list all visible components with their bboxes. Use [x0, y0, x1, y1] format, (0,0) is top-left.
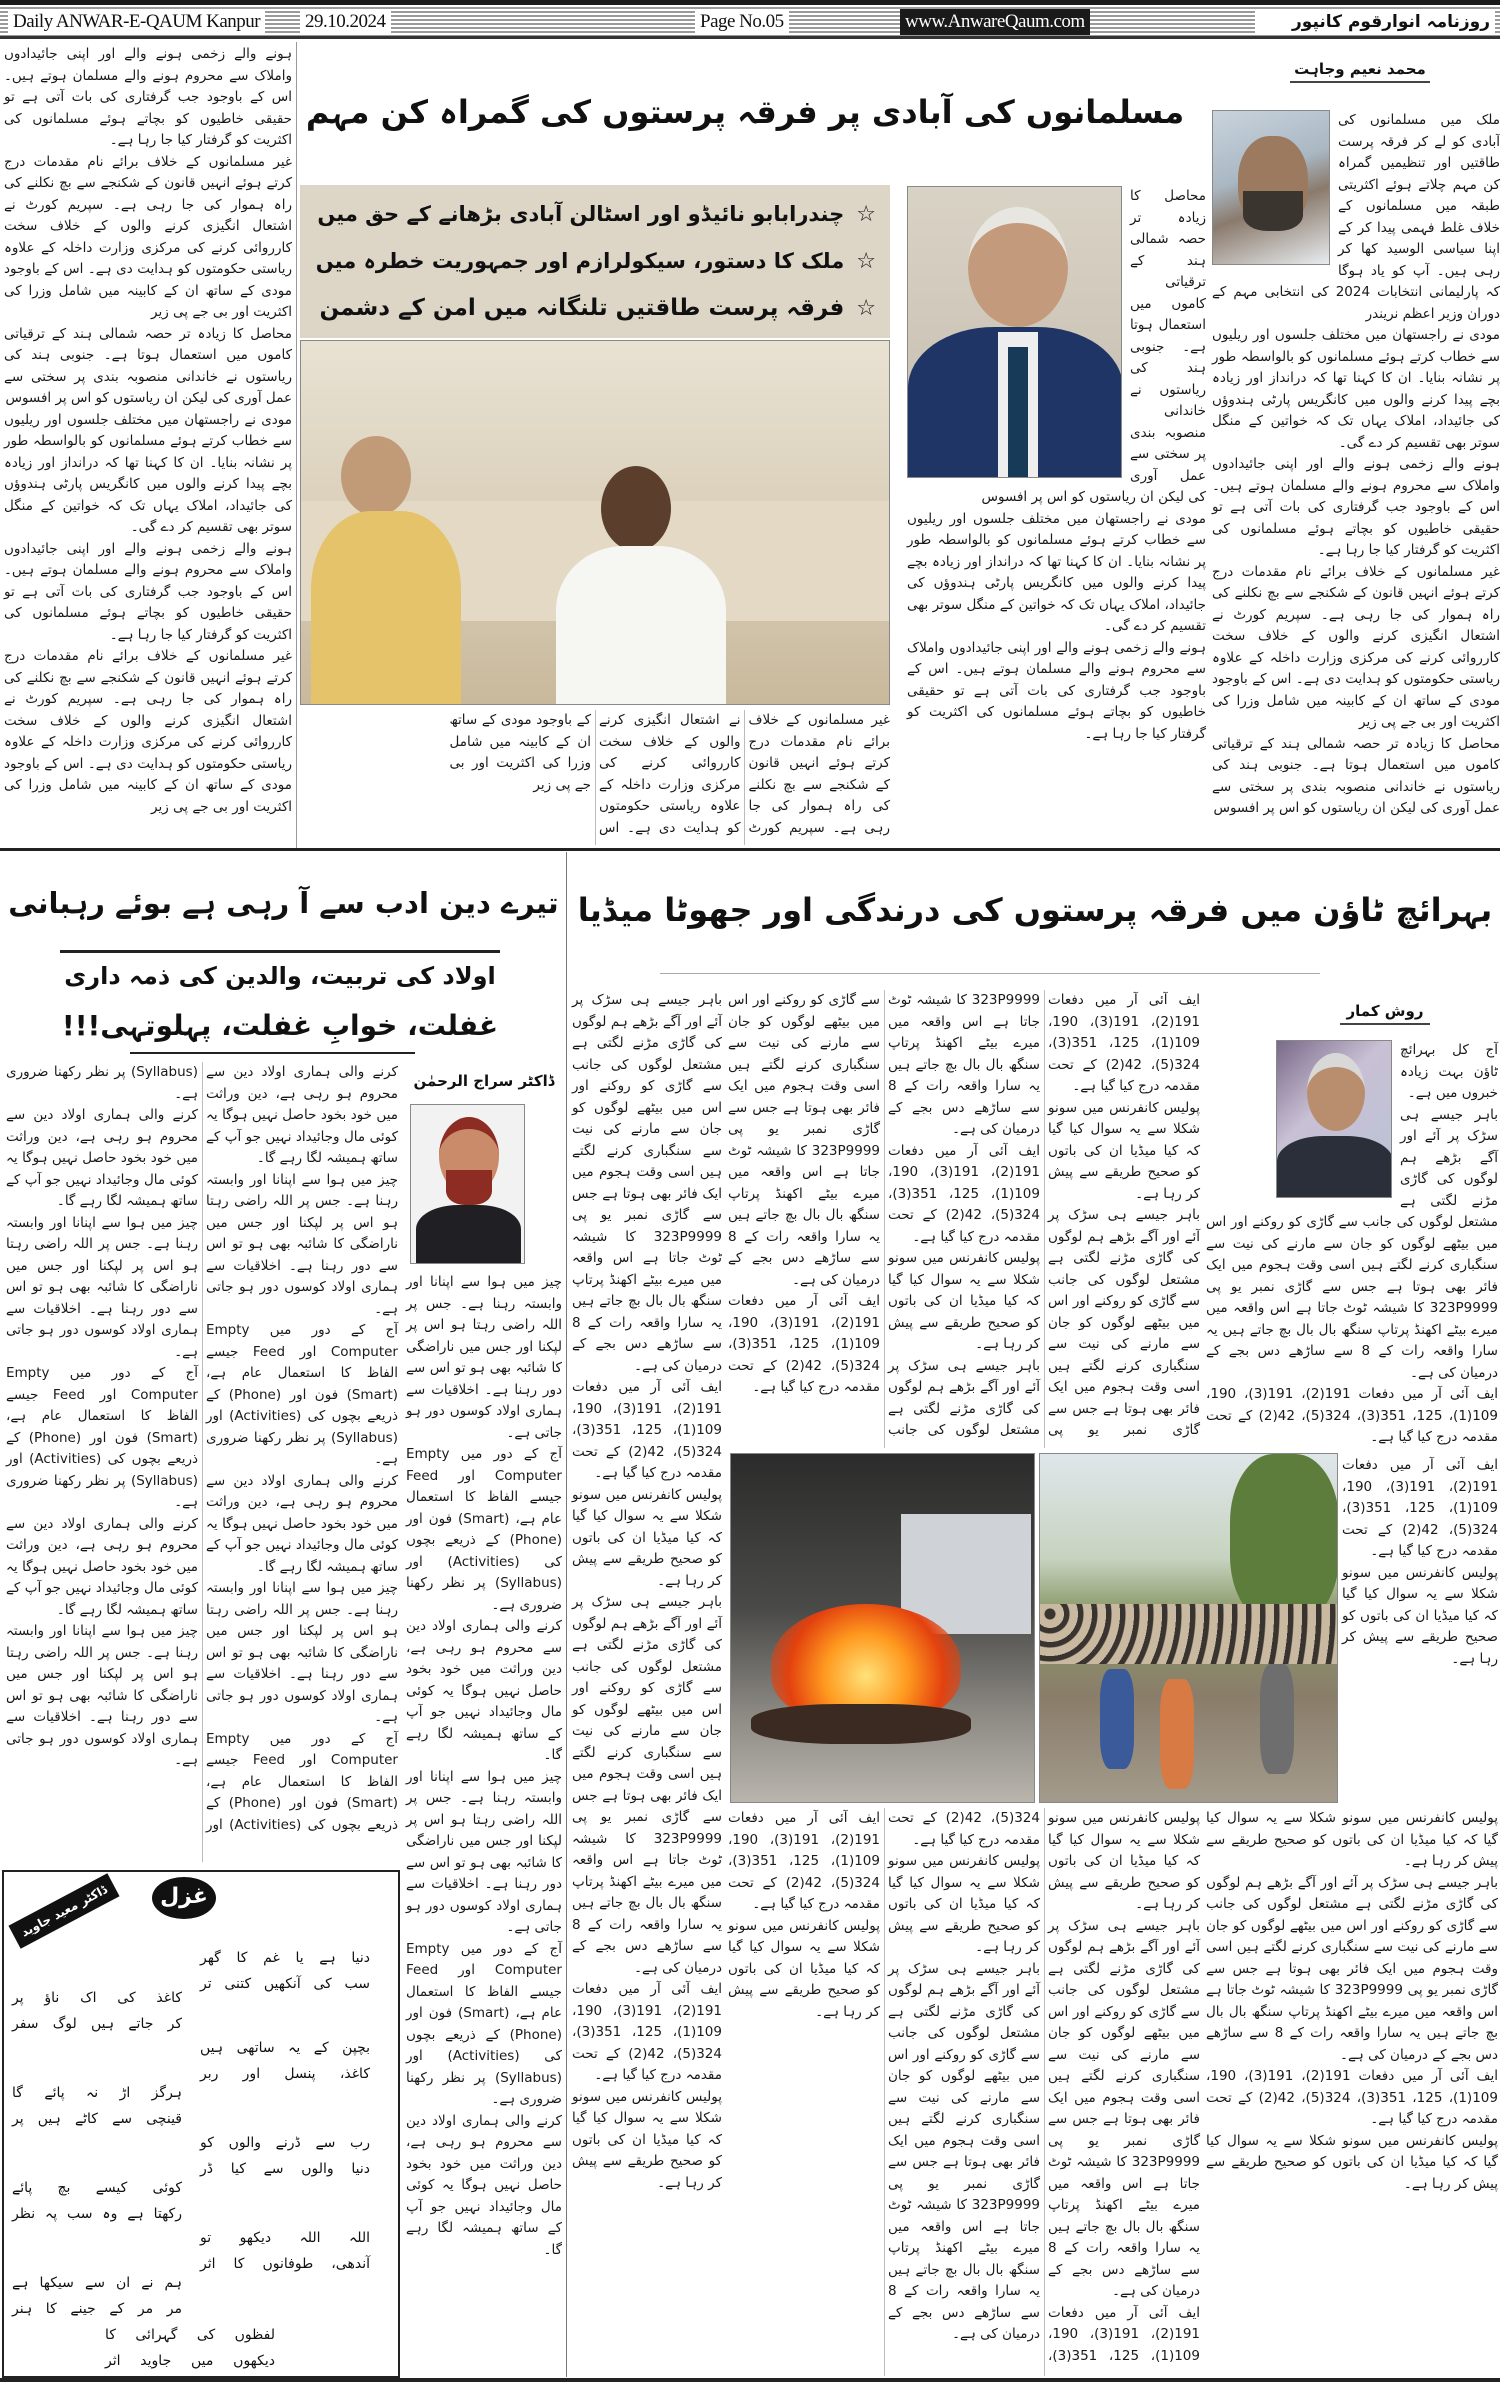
highlight-item: ☆ملک کا دستور، سیکولرازم اور جمہوریت خطرہ میں [315, 249, 876, 274]
website-link[interactable]: www.AnwareQaum.com [900, 9, 1090, 35]
paragraph: ایف آئی آر میں دفعات 191(2)، 191(3)، 190، 109(1)، 125، 351(3)، 324(5)، 42(2) کے تحت مقدمہ درج کیا گیا ہے۔ [888, 1810, 1201, 2364]
paragraph: ہونے والے زخمی ہونے والے اور اپنی جائیدادوں واملاک سے محروم ہونے والے مسلمان ہوتے ہیں۔ اس کے باوجود جب گرفتاری کی بات آتی ہے تو حقیقی خاطیوں کو بچاتے ہوئے مسلمانوں کی اکثریت کو گرفتار کیا جا رہا ہے۔ [4, 540, 292, 643]
text-column [572, 990, 722, 2376]
paragraph: آج کے دور میں Empty Computer اور Feed جیسے الفاظ کا استعمال عام ہے، (Smart) فون اور (Phone) کے ذریعے بچوں کی (Activities) اور (Syllabus) پر نظر رکھنا ضروری ہے۔ [6, 1365, 198, 1510]
text-column [406, 1272, 562, 2372]
star-icon: ☆ [856, 202, 876, 227]
bahraich-author: روش کمار [1340, 1002, 1430, 1025]
paragraph: باہر جیسے ہی سڑک پر آئے اور آگے بڑھے ہم لوگوں کی گاڑی مڑنے لگتی ہے مشتعل لوگوں کی جانب سے گاڑی کو روکنے اور اس میں بیٹھے لوگوں کو جان سے مارنے کی نیت سے سنگباری کرنے لگتے ہیں اسی وقت ہجوم میں ایک فائر بھی ہوتا ہے جس سے گاڑی نمبر یو پی 323P9999 کا شیشہ ٹوٹ جاتا ہے اس واقعہ میں میرے بیٹے اکھنڈ پرتاپ سنگھ بال بال بچ جاتے ہیں یہ سارا واقعہ رات کے 8 سے ساڑھے دس بجے کے درمیان کی ہے۔ [1206, 1106, 1498, 1381]
paragraph: پولیس کانفرنس میں سونو شکلا سے یہ سوال کیا گیا کہ کیا میڈیا ان کی باتوں کو صحیح طریقے سے پیش کر رہا ہے۔ [1206, 2132, 1498, 2192]
paragraph: آج کے دور میں Empty Computer اور Feed جیسے الفاظ کا استعمال عام ہے، (Smart) فون اور (Phone) کے ذریعے بچوں کی (Activities) اور (Syllabus) پر نظر رکھنا ضروری ہے۔ [406, 1446, 562, 1613]
ghazal-line: مر مر کے جینے کا ہنر [12, 2301, 182, 2317]
paragraph: چیز میں ہوا سے اپنانا اور وابستہ رہنا ہے۔ جس پر اللہ راضی رہتا ہو اس پر لپکنا اور جس میں ناراضگی کا شائبہ بھی ہو تو اس سے دور رہنا ہے۔ اخلاقیات سے ہماری اولاد کوسوں دور ہو جاتی ہے۔ [406, 1768, 562, 1935]
paragraph: چیز میں ہوا سے اپنانا اور وابستہ رہنا ہے۔ جس پر اللہ راضی رہتا ہو اس پر لپکنا اور جس میں ناراضگی کا شائبہ بھی ہو تو اس سے دور رہنا ہے۔ اخلاقیات سے ہماری اولاد کوسوں دور ہو جاتی ہے۔ [6, 1623, 198, 1768]
ghazal-line: رکھتا ہے وہ سب پہ نظر [12, 2206, 182, 2222]
paragraph: باہر جیسے ہی سڑک پر آئے اور آگے بڑھے ہم لوگوں کی گاڑی مڑنے لگتی ہے مشتعل لوگوں کی جانب سے گاڑی کو روکنے اور اس میں بیٹھے لوگوں کو جان سے مارنے کی نیت سے سنگباری کرنے لگتے ہیں اسی وقت ہجوم میں ایک فائر بھی ہوتا ہے جس سے گاڑی نمبر یو پی 323P9999 کا شیشہ ٹوٹ جاتا ہے اس واقعہ میں میرے بیٹے اکھنڈ پرتاپ سنگھ بال بال بچ جاتے ہیں یہ سارا واقعہ رات کے 8 سے ساڑھے دس بجے کے درمیان کی ہے۔ [1048, 1917, 1200, 2299]
politicians-photo [300, 340, 890, 705]
parenting-author: ڈاکٹر سراج الرحمٰن [413, 1072, 555, 1090]
parenting-headline: تیرے دین ادب سے آ رہی ہے بوئے رہبانی [8, 886, 559, 920]
ghazal-line: ہرگز اڑ نہ پائے گا [12, 2085, 182, 2101]
column-divider [296, 42, 297, 848]
paragraph: کرنے والی ہماری اولاد دین سے محروم ہو رہی ہے، دین وراثت میں خود بخود حاصل نہیں ہوگا یہ کوئی مال وجائیداد نہیں جو آپ کے ساتھ ہمیشہ لگا رہے گا۔ [206, 1472, 398, 1575]
paragraph: غیر مسلمانوں کے خلاف برائے نام مقدمات درج کرتے ہوئے انہیں قانون کے شکنجے سے بچ نکلنے کی راہ ہموار کی جا رہی ہے۔ سپریم کورٹ نے اشتعال انگیزی کرنے والوں کے خلاف سخت کارروائی کرنے کی مرکزی وزارت داخلہ کے علاوہ ریاستی حکومتوں کو ہدایت دی ہے۔ اس کے باوجود مودی کے ساتھ ان کے کابینہ میں شامل وزرا کی اکثریت اور بی جے پی زیر [4, 648, 292, 815]
paragraph: باہر جیسے ہی سڑک پر آئے اور آگے بڑھے ہم لوگوں کی گاڑی مڑنے لگتی ہے مشتعل لوگوں کی جانب سے گاڑی کو روکنے اور اس میں بیٹھے لوگوں کو جان سے مارنے کی نیت سے سنگباری کرنے لگتے ہیں اسی وقت ہجوم میں ایک فائر بھی ہوتا ہے جس سے گاڑی نمبر یو پی 323P9999 کا شیشہ ٹوٹ جاتا ہے اس واقعہ میں میرے بیٹے اکھنڈ پرتاپ سنگھ بال بال بچ جاتے ہیں یہ سارا واقعہ رات کے 8 سے ساڑھے دس بجے کے درمیان کی ہے۔ [888, 1960, 1040, 2342]
paragraph: غیر مسلمانوں کے خلاف برائے نام مقدمات درج کرتے ہوئے انہیں قانون کے شکنجے سے بچ نکلنے کی راہ ہموار کی جا رہی ہے۔ سپریم کورٹ نے اشتعال انگیزی کرنے والوں کے خلاف سخت کارروائی کرنے کی مرکزی وزارت داخلہ کے علاوہ ریاستی حکومتوں کو ہدایت دی ہے۔ اس کے باوجود مودی کے ساتھ ان کے کابینہ میں شامل وزرا کی اکثریت اور بی جے پی زیر [4, 153, 292, 320]
paragraph: ایف آئی آر میں دفعات 191(2)، 191(3)، 190، 109(1)، 125، 351(3)، 324(5)، 42(2) کے تحت مقدمہ درج کیا گیا ہے۔ [728, 1293, 881, 1395]
ghazal-line: کوئی کیسے بچ پائے [12, 2180, 182, 2196]
paragraph: کرنے والی ہماری اولاد دین سے محروم ہو رہی ہے، دین وراثت میں خود بخود حاصل نہیں ہوگا یہ کوئی مال وجائیداد نہیں جو آپ کے ساتھ ہمیشہ لگا رہے گا۔ [6, 1107, 198, 1209]
paragraph: باہر جیسے ہی سڑک پر آئے اور آگے بڑھے ہم لوگوں کی گاڑی مڑنے لگتی ہے مشتعل لوگوں کی جانب سے گاڑی کو روکنے اور اس میں بیٹھے لوگوں کو جان سے مارنے کی نیت سے سنگباری کرنے لگتے ہیں اسی وقت ہجوم میں ایک فائر بھی ہوتا ہے جس سے گاڑی نمبر یو پی 323P9999 کا شیشہ ٹوٹ جاتا ہے اس واقعہ میں میرے بیٹے اکھنڈ پرتاپ سنگھ بال بال بچ جاتے ہیں یہ سارا واقعہ رات کے 8 سے ساڑھے دس بجے کے درمیان کی ہے۔ [572, 1594, 722, 1976]
parenting-subheadline: اولاد کی تربیت، والدین کی ذمہ داری [64, 962, 496, 990]
paragraph: محاصل کا زیادہ تر حصہ شمالی ہند کے ترقیاتی کاموں میں استعمال ہوتا ہے۔ جنوبی ہند کی ریاستوں نے خاندانی منصوبہ بندی پر سختی سے عمل آوری کی لیکن ان ریاستوں کو اس پر افسوس [4, 325, 292, 406]
text-column [1342, 1455, 1498, 1803]
paragraph: پولیس کانفرنس میں سونو شکلا سے یہ سوال کیا گیا کہ کیا میڈیا ان کی باتوں کو صحیح طریقے سے پیش کر رہا ہے۔ [728, 1917, 880, 2020]
paragraph: آج کے دور میں Empty Computer اور Feed جیسے الفاظ کا استعمال عام ہے، (Smart) فون اور (Phone) کے ذریعے بچوں کی (Activities) اور (Syllabus) پر نظر رکھنا ضروری ہے۔ [406, 1940, 562, 2107]
text-columns [6, 1062, 398, 1862]
paragraph: محاصل کا زیادہ تر حصہ شمالی ہند کے ترقیاتی کاموں میں استعمال ہوتا ہے۔ جنوبی ہند کی ریاستوں نے خاندانی منصوبہ بندی پر سختی سے عمل آوری کی لیکن ان ریاستوں کو اس پر افسوس [1212, 735, 1500, 816]
ghazal-line: رب سے ڈرنے والوں کو [200, 2135, 370, 2151]
ghazal-line: کاغذ، پنسل اور ربر [200, 2066, 370, 2082]
ghazal-line: دیکھوں میں جاوید اثر [105, 2353, 275, 2369]
paragraph: پولیس کانفرنس میں سونو شکلا سے یہ سوال کیا گیا کہ کیا میڈیا ان کی باتوں کو صحیح طریقے سے پیش کر رہا ہے۔ [572, 2088, 722, 2191]
highlights-box [300, 185, 890, 338]
star-icon: ☆ [856, 249, 876, 274]
headline-rule [660, 973, 1320, 974]
ghazal-line: قینچی سے کاٹے ہیں پر [12, 2111, 182, 2127]
paragraph: مودی نے راجستھان میں مختلف جلسوں اور ریلیوں سے خطاب کرتے ہوئے مسلمانوں کو بالواسطہ طور پر نشانہ بنایا۔ ان کا کہنا تھا کہ درانداز اور زیادہ بچے پیدا کرنے والوں میں کانگریس پارٹی ہندوؤں کی جائیداد، املاک یہاں تک کہ خواتین کے منگل سوتر بھی تقسیم کر دے گی۔ [907, 510, 1206, 634]
masthead-logo-urdu: روزنامہ انوارقوم کانپور [1255, 9, 1495, 35]
paragraph: ایف آئی آر میں دفعات 191(2)، 191(3)، 190، 109(1)، 125، 351(3)، 324(5)، 42(2) کے تحت مقدمہ درج کیا گیا ہے۔ [1342, 1457, 1499, 1559]
bahraich-author-photo [1276, 1040, 1392, 1198]
paragraph: پولیس کانفرنس میں سونو شکلا سے یہ سوال کیا گیا کہ کیا میڈیا ان کی باتوں کو صحیح طریقے سے پیش کر رہا ہے۔ [572, 1486, 722, 1589]
parenting-author-photo [410, 1104, 525, 1264]
headline-rule [60, 950, 500, 953]
paragraph: چیز میں ہوا سے اپنانا اور وابستہ رہنا ہے۔ جس پر اللہ راضی رہتا ہو اس پر لپکنا اور جس میں ناراضگی کا شائبہ بھی ہو تو اس سے دور رہنا ہے۔ اخلاقیات سے ہماری اولاد کوسوں دور ہو جاتی ہے۔ [406, 1274, 562, 1441]
paragraph: مودی نے راجستھان میں مختلف جلسوں اور ریلیوں سے خطاب کرتے ہوئے مسلمانوں کو بالواسطہ طور پر نشانہ بنایا۔ ان کا کہنا تھا کہ درانداز اور زیادہ بچے پیدا کرنے والوں میں کانگریس پارٹی ہندوؤں کی جائیداد، املاک یہاں تک کہ خواتین کے منگل سوتر بھی تقسیم کر دے گی۔ [4, 411, 292, 535]
paragraph: باہر جیسے ہی سڑک پر آئے اور آگے بڑھے ہم لوگوں کی گاڑی مڑنے لگتی ہے مشتعل لوگوں کی جانب سے گاڑی کو روکنے اور اس میں بیٹھے لوگوں کو جان سے مارنے کی نیت سے سنگباری کرنے لگتے ہیں اسی وقت ہجوم میں ایک فائر بھی ہوتا ہے جس سے گاڑی نمبر یو پی 323P9999 کا شیشہ ٹوٹ جاتا ہے اس واقعہ میں میرے بیٹے اکھنڈ پرتاپ سنگھ بال بال بچ جاتے ہیں یہ سارا واقعہ رات کے 8 سے ساڑھے دس بجے کے درمیان کی ہے۔ [1206, 1874, 1498, 2063]
masthead [0, 5, 1500, 39]
paragraph: ہونے والے زخمی ہونے والے اور اپنی جائیدادوں واملاک سے محروم ہونے والے مسلمان ہوتے ہیں۔ اس کے باوجود جب گرفتاری کی بات آتی ہے تو حقیقی خاطیوں کو بچاتے ہوئے مسلمانوں کی اکثریت کو گرفتار کیا جا رہا ہے۔ [1212, 456, 1500, 558]
paragraph: پولیس کانفرنس میں سونو شکلا سے یہ سوال کیا گیا کہ کیا میڈیا ان کی باتوں کو صحیح طریقے سے پیش کر رہا ہے۔ [888, 1853, 1040, 1955]
paragraph: ایف آئی آر میں دفعات 191(2)، 191(3)، 190، 109(1)، 125، 351(3)، 324(5)، 42(2) کے تحت مقدمہ درج کیا گیا ہے۔ [1206, 2068, 1499, 2127]
paragraph: غیر مسلمانوں کے خلاف برائے نام مقدمات درج کرتے ہوئے انہیں قانون کے شکنجے سے بچ نکلنے کی راہ ہموار کی جا رہی ہے۔ سپریم کورٹ نے اشتعال انگیزی کرنے والوں کے خلاف سخت کارروائی کرنے کی مرکزی وزارت داخلہ کے علاوہ ریاستی حکومتوں کو ہدایت دی ہے۔ اس کے باوجود مودی کے ساتھ ان کے کابینہ میں شامل وزرا کی اکثریت اور بی جے پی زیر [1212, 563, 1500, 730]
ghazal-line: بچپن کے یہ ساتھی ہیں [200, 2040, 370, 2056]
paragraph: پولیس کانفرنس میں سونو شکلا سے یہ سوال کیا گیا کہ کیا میڈیا ان کی باتوں کو صحیح طریقے سے پیش کر رہا ہے۔ [1342, 1564, 1498, 1667]
ghazal-line: دنیا والوں سے کیا ڈر [200, 2161, 370, 2177]
section-divider [0, 848, 1500, 851]
ghazal-line: اللہ اللہ دیکھو تو [200, 2230, 370, 2246]
ghazal-line: سب کی آنکھیں کتنی تر [200, 1976, 370, 1992]
author-photo [1212, 110, 1330, 265]
middle-column [907, 186, 1206, 845]
paragraph: کرنے والی ہماری اولاد دین سے محروم ہو رہی ہے، دین وراثت میں خود بخود حاصل نہیں ہوگا یہ کوئی مال وجائیداد نہیں جو آپ کے ساتھ ہمیشہ لگا رہے گا۔ [406, 1618, 562, 1763]
ghazal-poet: ڈاکٹر معید جاوید [8, 1873, 119, 1949]
paragraph: ہونے والے زخمی ہونے والے اور اپنی جائیدادوں واملاک سے محروم ہونے والے مسلمان ہوتے ہیں۔ اس کے باوجود جب گرفتاری کی بات آتی ہے تو حقیقی خاطیوں کو بچاتے ہوئے مسلمانوں کی اکثریت کو گرفتار کیا جا رہا ہے۔ [4, 46, 292, 148]
paragraph: ہونے والے زخمی ہونے والے اور اپنی جائیدادوں واملاک سے محروم ہونے والے مسلمان ہوتے ہیں۔ اس کے باوجود جب گرفتاری کی بات آتی ہے تو حقیقی خاطیوں کو بچاتے ہوئے مسلمانوں کی اکثریت کو گرفتار کیا جا رہا ہے۔ [907, 639, 1206, 742]
ghazal-line: آندھی، طوفانوں کا اثر [200, 2256, 370, 2272]
parenting-tagline: غفلت، خوابِ غفلت، پہلوتہی!!! [61, 1009, 499, 1042]
fire-photo [730, 1453, 1035, 1803]
paragraph: باہر جیسے ہی سڑک پر آئے اور آگے بڑھے ہم لوگوں کی گاڑی مڑنے لگتی ہے مشتعل لوگوں کی جانب سے گاڑی کو روکنے اور اس میں بیٹھے لوگوں کو جان سے مارنے کی نیت سے سنگباری کرنے لگتے ہیں اسی وقت ہجوم میں ایک فائر بھی ہوتا ہے جس سے گاڑی نمبر یو پی 323P9999 کا شیشہ ٹوٹ جاتا ہے اس واقعہ میں میرے بیٹے اکھنڈ پرتاپ سنگھ بال بال بچ جاتے ہیں یہ سارا واقعہ رات کے 8 سے ساڑھے دس بجے کے درمیان کی ہے۔ [572, 992, 722, 1374]
paragraph: پولیس کانفرنس میں سونو شکلا سے یہ سوال کیا گیا کہ کیا میڈیا ان کی باتوں کو صحیح طریقے سے پیش کر رہا ہے۔ [1206, 1810, 1498, 1869]
paragraph: آج کے دور میں Empty Computer اور Feed جیسے الفاظ کا استعمال عام ہے، (Smart) فون اور (Phone) کے ذریعے بچوں کی (Activities) اور (Syllabus) پر نظر رکھنا ضروری ہے۔ [6, 1064, 398, 1833]
highlight-item: ☆چندرابابو نائیڈو اور اسٹالن آبادی بڑھانے کے حق میں [317, 202, 876, 227]
paragraph: محاصل کا زیادہ تر حصہ شمالی ہند کے ترقیاتی کاموں میں استعمال ہوتا ہے۔ جنوبی ہند کی ریاستوں نے خاندانی منصوبہ بندی پر سختی سے عمل آوری کی لیکن ان ریاستوں کو اس پر افسوس [981, 188, 1206, 505]
top-article-intro: ملک میں مسلمانوں کی آبادی کو لے کر فرقہ پرست طاقتیں اور تنظیمیں گمراہ کن مہم چلاتے ہوئے اکثریتی طبقہ میں مسلمانوں کے خلاف غلط فہمی پیدا کر کے اپنا سیاسی الوسید کھا کر رہی ہیں۔ آپ کو یاد ہوگا کہ پارلیمانی انتخابات 2024 کی انتخابی مہم کے دوران وزیر اعظم نریندر [1212, 112, 1500, 322]
bahraich-headline: بہرائچ ٹاؤن میں فرقہ پرستوں کی درندگی اور جھوٹا میڈیا [577, 891, 1493, 929]
official-photo [907, 186, 1122, 478]
paragraph: آج کے دور میں Empty Computer اور Feed جیسے الفاظ کا استعمال عام ہے، (Smart) فون اور (Phone) کے ذریعے بچوں کی (Activities) اور (Syllabus) پر نظر رکھنا ضروری ہے۔ [206, 1322, 398, 1467]
paragraph: کرنے والی ہماری اولاد دین سے محروم ہو رہی ہے، دین وراثت میں خود بخود حاصل نہیں ہوگا یہ کوئی مال وجائیداد نہیں جو آپ کے ساتھ ہمیشہ لگا رہے گا۔ [206, 1064, 398, 1166]
paragraph: پولیس کانفرنس میں سونو شکلا سے یہ سوال کیا گیا کہ کیا میڈیا ان کی باتوں کو صحیح طریقے سے پیش کر رہا ہے۔ [888, 1250, 1040, 1352]
paragraph: چیز میں ہوا سے اپنانا اور وابستہ رہنا ہے۔ جس پر اللہ راضی رہتا ہو اس پر لپکنا اور جس میں ناراضگی کا شائبہ بھی ہو تو اس سے دور رہنا ہے۔ اخلاقیات سے ہماری اولاد کوسوں دور ہو جاتی ہے۔ [6, 1214, 198, 1360]
paragraph: کرنے والی ہماری اولاد دین سے محروم ہو رہی ہے، دین وراثت میں خود بخود حاصل نہیں ہوگا یہ کوئی مال وجائیداد نہیں جو آپ کے ساتھ ہمیشہ لگا رہے گا۔ [6, 1515, 198, 1618]
column-divider [566, 852, 567, 2377]
author-byline: محمد نعیم وجاہت [1290, 60, 1430, 83]
paragraph: پولیس کانفرنس میں سونو شکلا سے یہ سوال کیا گیا کہ کیا میڈیا ان کی باتوں کو صحیح طریقے سے پیش کر رہا ہے۔ [1048, 1810, 1200, 1912]
main-headline: مسلمانوں کی آبادی پر فرقہ پرستوں کی گمراہ کن مہم [305, 93, 1185, 131]
ghazal-line: لفظوں کی گہرائی کا [105, 2327, 275, 2343]
paragraph: ایف آئی آر میں دفعات 191(2)، 191(3)، 190، 109(1)، 125، 351(3)، 324(5)، 42(2) کے تحت مقدمہ درج کیا گیا ہے۔ [572, 1981, 723, 2083]
ghazal-line: کاغذ کی اک ناؤ پر [12, 1990, 182, 2006]
ghazal-line: کر جاتے ہیں لوگ سفر [12, 2016, 182, 2032]
tagline-rule [130, 1052, 415, 1054]
paragraph: پولیس کانفرنس میں سونو شکلا سے یہ سوال کیا گیا کہ کیا میڈیا ان کی باتوں کو صحیح طریقے سے پیش کر رہا ہے۔ [1048, 1099, 1200, 1202]
paragraph: چیز میں ہوا سے اپنانا اور وابستہ رہنا ہے۔ جس پر اللہ راضی رہتا ہو اس پر لپکنا اور جس میں ناراضگی کا شائبہ بھی ہو تو اس سے دور رہنا ہے۔ اخلاقیات سے ہماری اولاد کوسوں دور ہو جاتی ہے۔ [206, 1580, 398, 1725]
paper-name-en: Daily ANWAR-E-QAUM Kanpur [8, 9, 265, 35]
paragraph: ایف آئی آر میں دفعات 191(2)، 191(3)، 190، 109(1)، 125، 351(3)، 324(5)، 42(2) کے تحت مقدمہ درج کیا گیا ہے۔ [888, 1142, 1041, 1245]
crowd-photo [1039, 1453, 1338, 1803]
page-number: Page No.05 [695, 9, 789, 35]
bottom-border [0, 2378, 1500, 2382]
text-column [1206, 1040, 1498, 1450]
ghazal-title-badge: غزل [152, 1877, 216, 1919]
paragraph: ایف آئی آر میں دفعات 191(2)، 191(3)، 190، 109(1)، 125، 351(3)، 324(5)، 42(2) کے تحت مقدمہ درج کیا گیا ہے۔ [1206, 1386, 1499, 1445]
paragraph: ایف آئی آر میں دفعات 191(2)، 191(3)، 190، 109(1)، 125، 351(3)، 324(5)، 42(2) کے تحت مقدمہ درج کیا گیا ہے۔ [728, 1810, 881, 1912]
paragraph: باہر جیسے ہی سڑک پر آئے اور آگے بڑھے ہم لوگوں کی گاڑی مڑنے لگتی ہے مشتعل لوگوں کی جانب سے گاڑی کو روکنے اور اس میں بیٹھے لوگوں کو جان سے مارنے کی نیت سے سنگباری کرنے لگتے ہیں اسی وقت ہجوم میں ایک فائر بھی ہوتا ہے جس سے گاڑی نمبر یو پی 323P9999 کا شیشہ ٹوٹ جاتا ہے اس واقعہ میں میرے بیٹے اکھنڈ پرتاپ سنگھ بال بال بچ جاتے ہیں یہ سارا واقعہ رات کے 8 سے ساڑھے دس بجے کے درمیان کی ہے۔ [888, 992, 1200, 1438]
ghazal-line: دنیا ہے یا غم کا گھر [200, 1950, 370, 1966]
paragraph: چیز میں ہوا سے اپنانا اور وابستہ رہنا ہے۔ جس پر اللہ راضی رہتا ہو اس پر لپکنا اور جس میں ناراضگی کا شائبہ بھی ہو تو اس سے دور رہنا ہے۔ اخلاقیات سے ہماری اولاد کوسوں دور ہو جاتی ہے۔ [206, 1171, 398, 1317]
highlight-item: ☆فرقہ پرست طاقتیں تلنگانہ میں امن کے دشمن [319, 295, 876, 321]
paragraph: باہر جیسے ہی سڑک پر آئے اور آگے بڑھے ہم لوگوں کی گاڑی مڑنے لگتی ہے مشتعل لوگوں کی جانب سے گاڑی کو روکنے اور اس میں بیٹھے لوگوں کو جان سے مارنے کی نیت سے سنگباری کرنے لگتے ہیں اسی وقت ہجوم میں ایک فائر بھی ہوتا ہے جس سے گاڑی نمبر یو پی 323P9999 کا شیشہ ٹوٹ جاتا ہے اس واقعہ میں میرے بیٹے اکھنڈ پرتاپ سنگھ بال بال بچ جاتے ہیں یہ سارا واقعہ رات کے 8 سے ساڑھے دس بجے کے درمیان کی ہے۔ [728, 992, 1040, 1438]
paragraph: ایف آئی آر میں دفعات 191(2)، 191(3)، 190، 109(1)، 125، 351(3)، 324(5)، 42(2) کے تحت مقدمہ درج کیا گیا ہے۔ [572, 1379, 723, 1481]
paragraph: کرنے والی ہماری اولاد دین سے محروم ہو رہی ہے، دین وراثت میں خود بخود حاصل نہیں ہوگا یہ کوئی مال وجائیداد نہیں جو آپ کے ساتھ ہمیشہ لگا رہے گا۔ [406, 2112, 562, 2258]
paragraph: ایف آئی آر میں دفعات 191(2)، 191(3)، 190، 109(1)، 125، 351(3)، 324(5)، 42(2) کے تحت مقدمہ درج کیا گیا ہے۔ [1048, 992, 1201, 1094]
paragraph: غیر مسلمانوں کے خلاف برائے نام مقدمات درج کرتے ہوئے انہیں قانون کے شکنجے سے بچ نکلنے کی راہ ہموار کی جا رہی ہے۔ سپریم کورٹ نے اشتعال انگیزی کرنے والوں کے خلاف سخت کارروائی کرنے کی مرکزی وزارت داخلہ کے علاوہ ریاستی حکومتوں کو ہدایت دی ہے۔ اس کے باوجود مودی کے ساتھ ان کے کابینہ میں شامل وزرا کی اکثریت اور بی جے پی زیر [449, 712, 890, 836]
text-columns [728, 1808, 1200, 2376]
text-columns [728, 990, 1200, 1448]
text-column [4, 44, 292, 844]
text-column [1206, 1808, 1498, 2376]
star-icon: ☆ [856, 296, 876, 321]
paragraph: مودی نے راجستھان میں مختلف جلسوں اور ریلیوں سے خطاب کرتے ہوئے مسلمانوں کو بالواسطہ طور پر نشانہ بنایا۔ ان کا کہنا تھا کہ درانداز اور زیادہ بچے پیدا کرنے والوں میں کانگریس پارٹی ہندوؤں کی جائیداد، املاک یہاں تک کہ خواتین کے منگل سوتر بھی تقسیم کر دے گی۔ [1212, 327, 1500, 451]
ghazal-line: ہم نے ان سے سیکھا ہے [12, 2275, 182, 2291]
text-columns [300, 710, 890, 845]
top-right-column [1212, 110, 1500, 845]
issue-date: 29.10.2024 [300, 9, 391, 35]
bahraich-intro: آج کل بہرائچ ٹاؤن بہت زیادہ خبروں میں ہے۔ [1400, 1042, 1498, 1101]
